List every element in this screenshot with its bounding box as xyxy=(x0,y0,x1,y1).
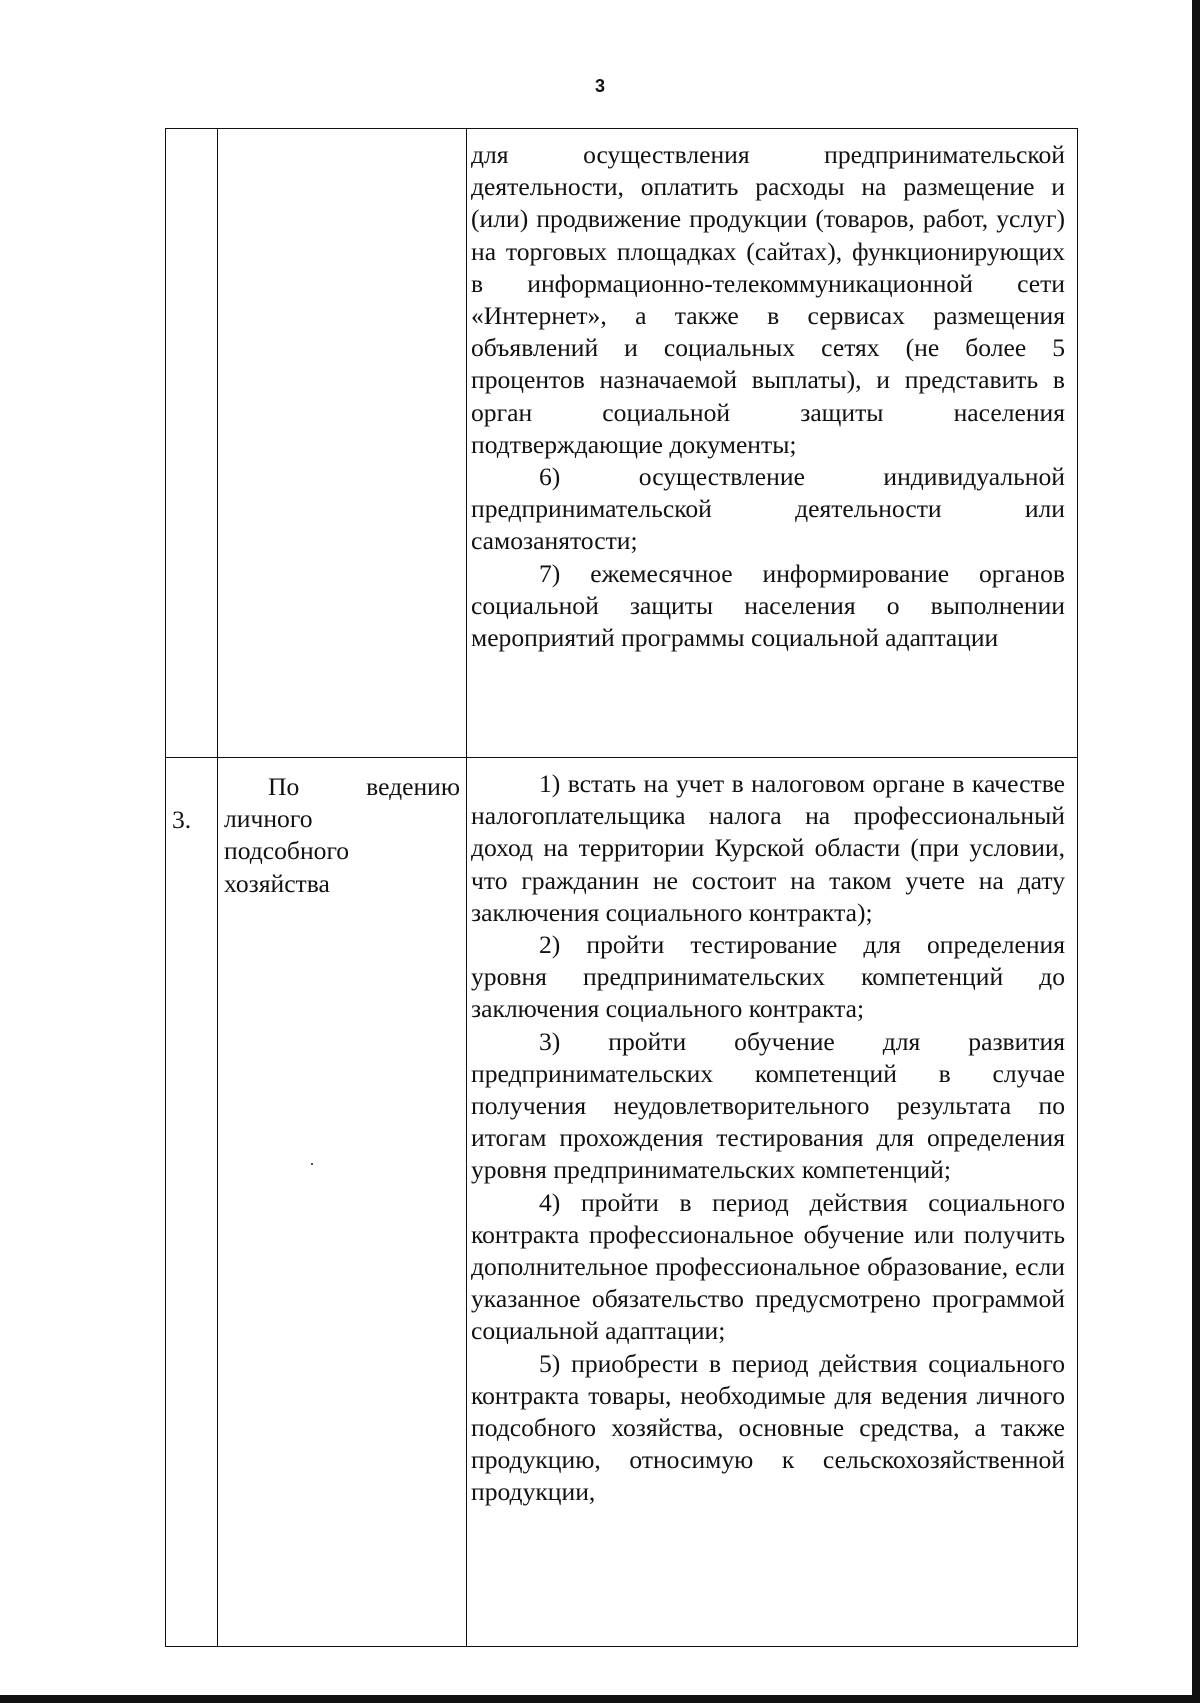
row-name-cell xyxy=(218,758,467,1647)
row-number-cell: 3. xyxy=(166,758,218,1647)
paragraph: 6) осуществление индивидуальной предпринимательской деятельности или самозанятости; xyxy=(471,462,1065,556)
table-row xyxy=(166,129,1078,758)
paragraph: 3) пройти обучение для развития предпринимательских компетенций в случае получения неудовлетворительного результата по итогам прохождения тестирования для определения уровня предпринимательских компетенций; xyxy=(471,1026,1065,1185)
paragraph: 7) ежемесячное информирование органов социальной защиты населения о выполнении мероприятий программы социальной адаптации xyxy=(471,558,1065,653)
row-text-cell xyxy=(467,129,1078,758)
contract-table xyxy=(165,128,1078,1647)
row-text-cell xyxy=(467,758,1078,1647)
row-name-rest: личного подсобного хозяйства xyxy=(224,804,350,898)
paragraph: 5) приобрести в период действия социального контракта товары, необходимые для ведения личного подсобного хозяйства, основные средства, а также продукцию, относимую к сельскохозяйственной продукции, xyxy=(471,1348,1065,1507)
scan-speck xyxy=(311,1163,313,1165)
row-name-first-line: По ведению xyxy=(268,772,460,801)
paragraph: 2) пройти тестирование для определения уровня предпринимательских компетенций до заключения социального контракта; xyxy=(471,930,1065,1024)
paragraph: 1) встать на учет в налоговом органе в качестве налогоплательщика налога на профессиональный доход на территории Курской области (при условии, что гражданин не состоит на таком учете на дату заключения социального контракта); xyxy=(471,769,1065,927)
table-row xyxy=(166,758,1078,1647)
paragraph: 4) пройти в период действия социального контракта профессиональное обучение или получить дополнительное профессиональное образование, если указанное обязательство предусмотрено программой социальной адаптации; xyxy=(471,1187,1065,1346)
row-number-cell xyxy=(166,129,218,758)
paragraph: для осуществления предпринимательской деятельности, оплатить расходы на размещение и (или) продвижение продукции (товаров, работ, услуг) на торговых площадках (сайтах), функционирующих в информационно-телекоммуникационной сети «Интернет», а также в сервисах размещения объявлений и социальных сетях (не более 5 процентов назначаемой выплаты), и представить в орган социальной защиты населения подтверждающие документы; xyxy=(471,140,1065,459)
page-number: 3 xyxy=(594,76,606,96)
row-name-cell xyxy=(218,129,467,758)
